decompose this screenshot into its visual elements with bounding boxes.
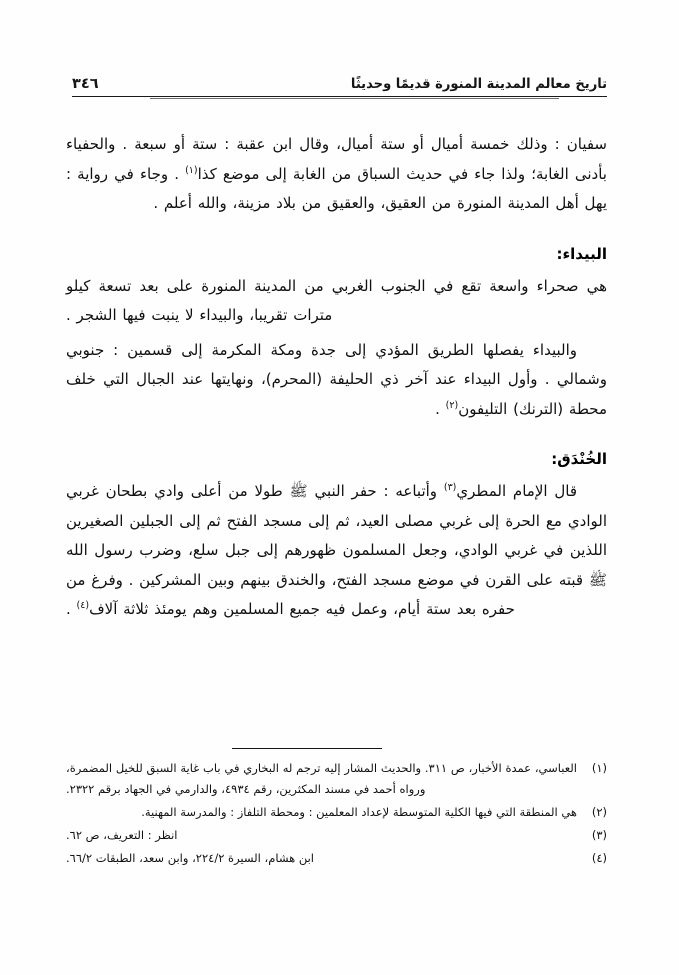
- footnote-text: ابن هشام، السيرة ٢٢٤/٢، وابن سعد، الطبقات ٦٦/٢.: [66, 851, 314, 865]
- paragraph-sufyan: [66, 130, 607, 219]
- paragraph-khandaq-part-e: .: [66, 600, 77, 618]
- paragraph-khandaq: [66, 477, 607, 625]
- footnote-number: (١): [591, 761, 607, 775]
- footnote-item: [66, 802, 607, 823]
- paragraph-sufyan-text: سفيان : وذلك خمسة أميال أو ستة أميال، وقال ابن عقبة : ستة أو سبعة . والحفياء بأدنى الغابة؛ ولذا جاء في حديث السباق من الغابة إلى موضع كذا: [66, 135, 607, 183]
- page-header: [72, 66, 607, 92]
- spacer: [66, 424, 607, 446]
- sallallahu-alayhi-wasallam-glyph: ﷺ: [289, 482, 308, 500]
- footnote-item: [66, 848, 607, 869]
- running-title: تاريخ معالم المدينة المنورة قديمًا وحديثًا: [350, 76, 607, 92]
- footnote-item: [66, 758, 607, 800]
- paragraph-sufyan-tail: . وجاء في رواية : يهل أهل المدينة المنورة من العقيق، والعقيق من بلاد مزينة، والله أعلم .: [66, 164, 607, 212]
- paragraph-bayda-divisions-tail: .: [435, 399, 446, 418]
- footnote-ref-4: (٤): [76, 600, 90, 611]
- paragraph-bayda-description: هي صحراء واسعة تقع في الجنوب الغربي من المدينة المنورة على بعد تسعة كيلو مترات تقريبا، والبيداء لا ينبت فيها الشجر .: [66, 276, 607, 324]
- footnote-item: [66, 825, 607, 846]
- header-divider-secondary: [150, 98, 559, 99]
- paragraph-khandaq-part-a: قال الإمام المطري: [456, 482, 577, 500]
- footnote-separator: [232, 748, 382, 749]
- paragraph-khandaq-part-c: طولا من أعلى وادي بطحان غربي الوادي مع الحرة إلى غربي مصلى العيد، ثم إلى مسجد الفتح ثم إلى الجبلين الصغيرين اللذين في غربي الوادي، وجعل المسلمون ظهورهم إلى جبل سلع، وضرب رسول الله: [66, 482, 607, 559]
- page-number: ٣٤٦: [72, 76, 99, 92]
- footnote-text: انظر : التعريف، ص ٦٢.: [66, 828, 178, 842]
- footnote-ref-1: (١): [185, 164, 198, 176]
- spacer: [66, 219, 607, 241]
- heading-al-bayda: البيداء:: [556, 244, 607, 263]
- footnote-number: (٢): [591, 805, 607, 819]
- paragraph-bayda-divisions: [66, 336, 607, 425]
- footnote-ref-2: (٢): [445, 399, 459, 411]
- sallallahu-alayhi-wasallam-glyph-2: ﷺ: [588, 570, 607, 589]
- footnote-ref-3: (٣): [443, 482, 457, 493]
- paragraph-bayda-divisions-text: والبيداء يفصلها الطريق المؤدي إلى جدة ومكة المكرمة إلى قسمين : جنوبي وشمالي . وأول البيداء عند آخر ذي الحليفة (المحرم)، ونهايتها عند الجبال التي خلف محطة (الترنك) التليفون: [66, 340, 607, 418]
- footnote-number: (٤): [591, 851, 607, 865]
- heading-al-khandaq: الخُنْدَق:: [551, 450, 607, 468]
- paragraph-khandaq-part-b: وأتباعه : حفر النبي: [307, 482, 444, 500]
- footnote-number: (٣): [591, 828, 607, 842]
- header-divider: [72, 96, 607, 97]
- page-body: [66, 130, 607, 625]
- footnotes-section: [66, 758, 607, 871]
- footnote-text: العباسي، عمدة الأخبار، ص ٣١١. والحديث المشار إليه ترجم له البخاري في باب غاية السبق للخيل المضمرة، ورواه أحمد في مسند المكثرين، رقم ٤٩٣٤، والدارمي في الجهاد برقم ٢٣٢٢.: [66, 761, 577, 796]
- footnote-text: هي المنطقة التي فيها الكلية المتوسطة لإعداد المعلمين : ومحطة التلفاز : والمدرسة المهنية.: [141, 805, 577, 819]
- paragraph-khandaq-part-d: قبته على القرن في موضع مسجد الفتح، والخندق بينهم وبين المشركين . وفرغ من حفره بعد ستة أيام، وعمل فيه جميع المسلمين وهم يومئذ ثلاثة آلاف: [66, 570, 589, 618]
